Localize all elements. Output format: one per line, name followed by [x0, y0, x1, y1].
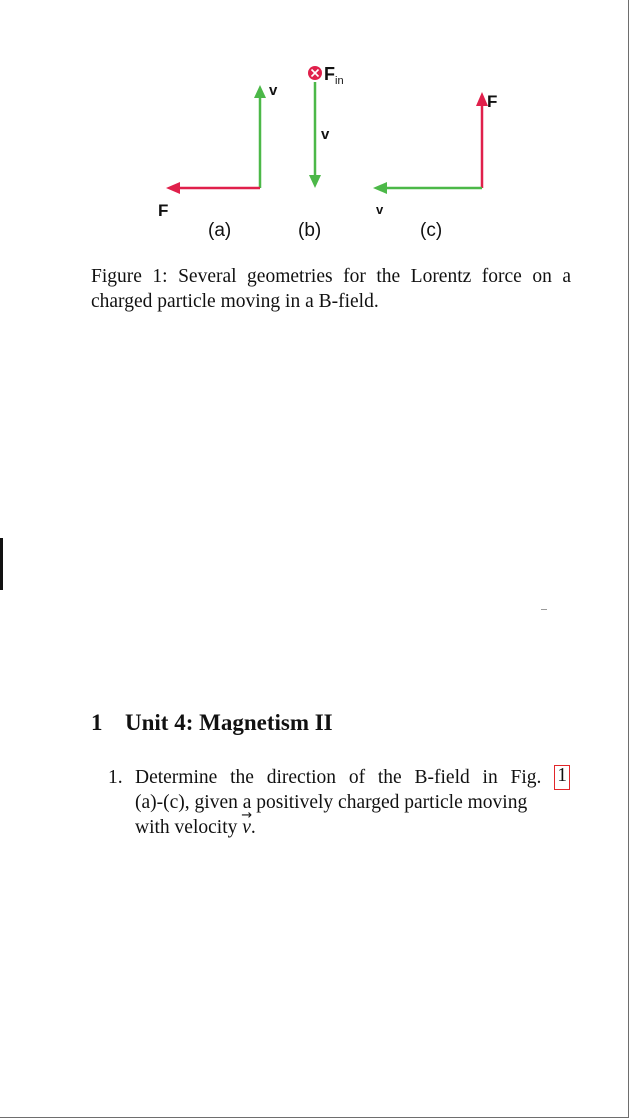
word: in — [482, 767, 498, 788]
force-label-c: F — [487, 92, 498, 111]
problem-text — [135, 765, 570, 840]
page-edge-mark — [0, 538, 3, 590]
velocity-label-a: v — [269, 82, 278, 99]
velocity-arrowhead-b — [309, 175, 321, 188]
caption-text: Several geometries for the Lorentz force on a charged particle moving in a B-field. — [91, 266, 571, 312]
force-arrowhead-a — [166, 182, 180, 194]
velocity-arrowhead-c — [373, 182, 387, 194]
panel-b — [298, 64, 344, 241]
problem-line-1 — [135, 765, 570, 790]
problem-item — [108, 765, 570, 840]
figure-caption — [91, 264, 571, 314]
figure-diagram — [0, 0, 630, 250]
word: of — [348, 767, 366, 788]
velocity-label-c: v — [376, 202, 384, 217]
problem-line-2: (a)-(c), given a positively charged particle moving — [135, 792, 528, 813]
panel-label-a: (a) — [208, 220, 232, 241]
panel-label-c: (c) — [420, 220, 443, 241]
force-label-a: F — [158, 201, 169, 220]
word: the — [230, 767, 254, 788]
problem-line-3-text: with velocity — [135, 817, 238, 838]
section-number: 1 — [91, 710, 103, 735]
velocity-vector-symbol: → v — [242, 815, 251, 840]
figure-reference-link[interactable]: 1 — [554, 765, 570, 790]
problem-line-3 — [135, 815, 570, 840]
velocity-arrowhead-a — [254, 85, 266, 98]
section-heading — [91, 710, 333, 736]
velocity-label-b: v — [321, 126, 330, 143]
caption-label: Figure 1: — [91, 266, 168, 287]
word: Determine — [135, 767, 218, 788]
word: Fig. — [510, 767, 542, 788]
problem-number: 1. — [108, 767, 123, 788]
word: direction — [266, 767, 337, 788]
problem-line-3-end: . — [250, 817, 256, 838]
scan-artifact — [541, 609, 547, 610]
panel-c — [373, 92, 497, 241]
lorentz-force-figure — [0, 0, 630, 250]
word: B-field — [414, 767, 470, 788]
panel-a — [158, 82, 278, 241]
panel-label-b: (b) — [298, 220, 322, 241]
section-title: Unit 4: Magnetism II — [125, 710, 333, 735]
force-in-label: $F_{in}$ — [324, 64, 344, 87]
word: the — [377, 767, 402, 788]
